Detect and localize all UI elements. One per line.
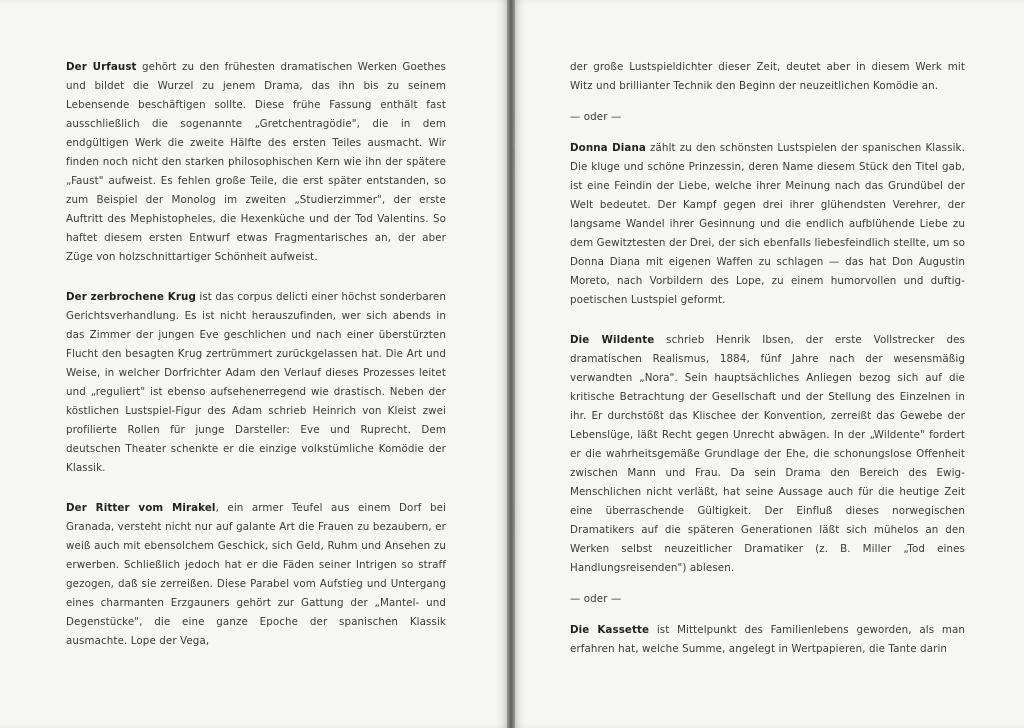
- heading-ritter-vom-mirakel: Der Ritter vom Mirakel: [66, 502, 216, 514]
- paragraph-kassette: [570, 621, 965, 659]
- body-kassette: ist Mittelpunkt des Familienlebens geworden, als man erfahren hat, welche Summe, angelegt in Wertpapieren, die Tante darin: [570, 624, 966, 655]
- body-zerbrochene-krug: ist das corpus delicti einer höchst sonderbaren Gerichtsverhandlung. Es ist nicht herauszufinden, wer sich abends in das Zimmer der jungen Eve geschlichen und nach einer überstürzten Flucht den besagten Krug zertrümmert zurückgelassen hat. Die Art und Weise, in welcher Dorfrichter Adam den Verlauf dieses Prozesses leitet und „reguliert" ist ebenso aufsehenerregend wie drastisch. Neben der köstlichen Lustspiel-Figur des Adam schrieb Heinrich von Kleist zwei profilierte Rollen für junge Darsteller: Eve und Ruprecht. Dem deutschen Theater schenkte er die einzige volkstümliche Komödie der Klassik.: [66, 291, 446, 474]
- right-page: [515, 0, 1024, 728]
- paragraph-continued: der große Lustspieldichter dieser Zeit, deutet aber in diesem Werk mit Witz und brillianter Technik den Beginn der neuzeitlichen Komödie an.: [570, 61, 965, 92]
- right-text-column: [570, 58, 965, 680]
- paragraph-donna-diana: [570, 139, 965, 310]
- margin-mark: [512, 505, 514, 535]
- body-wildente: schrieb Henrik Ibsen, der erste Vollstrecker des dramatischen Realismus, 1884, fünf Jahre nach der wesensmäßig verwandten „Nora". Sein hauptsächliches Anliegen bezog sich auf die kritische Betrachtung der Gesellschaft und der Stellung des Einzelnen in ihr. Er durchstößt das Klischee der Konvention, zerreißt das Gewebe der Lebenslüge, läßt Recht gegen Unrecht abwägen. In der „Wildente" fordert er die wahrheitsgemäße Grundlage der Ehe, die schonungslose Offenheit zwischen Mann und Frau. Da sein Drama den Bereich des Ewig-Menschlichen nicht verläßt, hat seine Aussage auch für die heutige Zeit eine überraschende Gültigkeit. Der Einfluß dieses norwegischen Dramatikers auf die späteren Generationen läßt sich mühelos an den Werken selbst neuzeitlicher Dramatiker (z. B. Miller „Tod eines Handlungsreisenden") ablesen.: [570, 334, 965, 574]
- paragraph-urfaust: [66, 58, 446, 267]
- paragraph-wildente: [570, 331, 965, 578]
- paragraph-zerbrochene-krug: [66, 288, 446, 478]
- heading-wildente: Die Wildente: [570, 334, 655, 346]
- body-donna-diana: zählt zu den schönsten Lustspielen der spanischen Klassik. Die kluge und schöne Prinzessin, deren Name diesem Stück den Titel gab, ist eine Feindin der Liebe, welche ihrer Meinung nach das Grundübel der Welt bedeutet. Der Kampf gegen drei ihrer glühendsten Verehrer, der langsame Wandel ihrer Gesinnung und die endlich aufblühende Liebe zu dem Gewitztesten der Drei, der sich ebenfalls liebesfeindlich stellte, um so Donna Diana mit eigenen Waffen zu schlagen — das hat Don Augustin Moreto, nach Vorbildern des Lope, zu einem humorvollen und duftig-poetischen Lustspiel geformt.: [570, 142, 965, 306]
- heading-kassette: Die Kassette: [570, 624, 650, 636]
- left-text-column: [66, 58, 446, 672]
- paragraph-ritter-vom-mirakel: [66, 499, 446, 651]
- heading-urfaust: Der Urfaust: [66, 61, 137, 73]
- body-ritter-vom-mirakel: , ein armer Teufel aus einem Dorf bei Granada, versteht nicht nur auf galante Art die Frauen zu bezaubern, er weiß auch mit ebensolchem Geschick, sich Geld, Ruhm und Ansehen zu erwerben. Schließlich jedoch hat er die Fäden seiner Intrigen so straff gezogen, daß sie zerreißen. Diese Parabel vom Aufstieg und Untergang eines charmanten Erzgauners gehört zur Gattung der „Mantel- und Degenstücke", die eine ganze Epoche der spanischen Klassik ausmachte. Lope der Vega,: [66, 502, 446, 647]
- margin-mark: [512, 112, 514, 126]
- separator-oder-2: — oder —: [570, 593, 622, 605]
- margin-mark: [512, 148, 514, 170]
- book-gutter: [507, 0, 515, 728]
- body-urfaust: gehört zu den frühesten dramatischen Werken Goethes und bildet die Wurzel zu jenem Drama, das ihn bis zu seinem Lebensende beschäftigen sollte. Diese frühe Fassung enthält fast ausschließlich die sogenannte „Gretchentragödie", die in dem endgültigen Werk die zweite Hälfte des ersten Teiles ausmacht. Wir finden noch nicht den starken philosophischen Kern wie ihn der spätere „Faust" aufweist. Es fehlen große Teile, die erst später entstanden, so zum Beispiel der Monolog im zweiten „Studierzimmer", der erste Auftritt des Mephistopheles, die Hexenküche und der Tod Valentins. So haftet diesem ersten Entwurf etwas Fragmentarisches an, der aber Züge von holzschnittartiger Schönheit aufweist.: [66, 61, 446, 263]
- separator-oder-1: — oder —: [570, 111, 622, 123]
- heading-zerbrochene-krug: Der zerbrochene Krug: [66, 291, 196, 303]
- left-page: [0, 0, 507, 728]
- heading-donna-diana: Donna Diana: [570, 142, 646, 154]
